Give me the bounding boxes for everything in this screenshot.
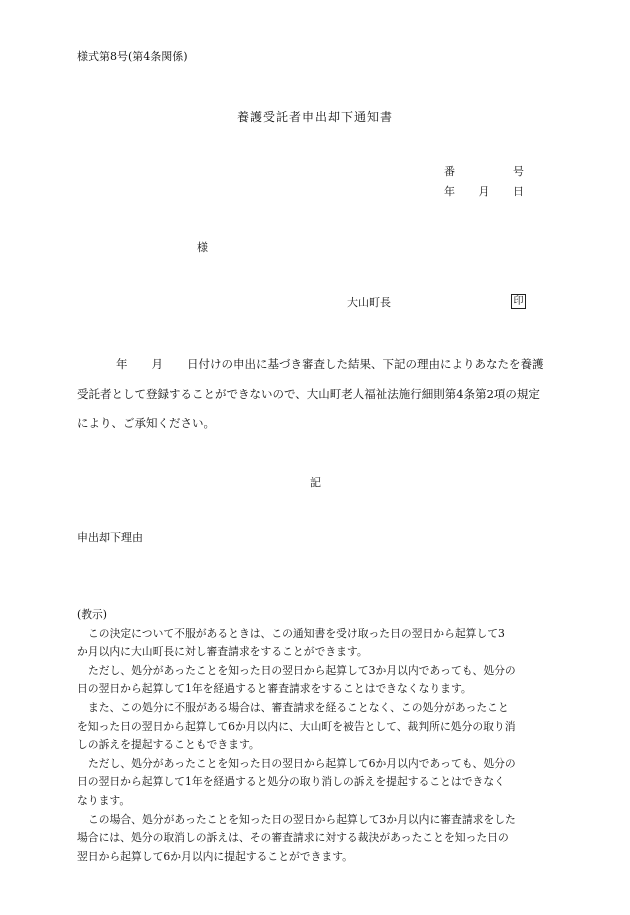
sender-name: 大山町長 [347,296,391,309]
notice-line: また、この処分に不服がある場合は、審査請求を経ることなく、この処分があったこと [88,700,509,714]
body-text-1: 日付けの申出に基づき審査した結果、下記の理由によりあなたを養護 [187,357,544,371]
notice-line: を知った日の翌日から起算して6か月以内に、大山町を被告として、裁判所に処分の取り消 [77,719,516,733]
body-line-2: 受託者として登録することができないので、大山町老人福祉法施行細則第4条第2項の規定 [77,387,540,401]
ki-heading: 記 [310,476,321,489]
notice-line: ただし、処分があったことを知った日の翌日から起算して3か月以内であっても、処分の [88,663,516,677]
number-label-go: 号 [513,165,524,178]
date-label-day: 日 [513,185,524,198]
document-title: 養護受託者申出却下通知書 [236,110,393,124]
number-label-ban: 番 [444,165,455,178]
notice-line: なります。 [77,793,131,807]
notice-line: しの訴えを提起することもできます。 [77,738,260,752]
body-year-label: 年 [116,357,128,371]
notice-line: 場合には、処分の取消しの訴えは、その審査請求に対する裁決があったことを知った日の [77,831,509,845]
form-number: 様式第8号(第4条関係) [77,50,188,63]
body-line-3: により、ご承知ください。 [77,416,215,430]
document-date-line [444,185,524,199]
body-month-label: 月 [151,357,163,371]
document-number-line [444,165,524,179]
seal-mark: 印 [511,294,526,309]
notice-heading: (教示) [77,608,108,621]
notice-line: か月以内に大山町長に対し審査請求をすることができます。 [77,645,368,659]
date-label-month: 月 [478,185,490,198]
rejection-reason-label: 申出却下理由 [77,531,143,544]
recipient-suffix: 様 [197,241,208,254]
date-label-year: 年 [444,185,455,198]
body-line-1 [116,357,544,372]
notice-line: この決定について不服があるときは、この通知書を受け取った日の翌日から起算して3 [88,626,505,640]
notice-line: 日の翌日から起算して1年を経過すると審査請求をすることはできなくなります。 [77,682,472,696]
notice-line: 翌日から起算して6か月以内に提起することができます。 [77,849,353,863]
notice-line: ただし、処分があったことを知った日の翌日から起算して6か月以内であっても、処分の [88,756,516,770]
appeal-notice [77,606,557,866]
notice-line: この場合、処分があったことを知った日の翌日から起算して3か月以内に審査請求をした [88,812,516,826]
notice-line: 日の翌日から起算して1年を経過すると処分の取り消しの訴えを提起することはできなく [77,775,505,789]
